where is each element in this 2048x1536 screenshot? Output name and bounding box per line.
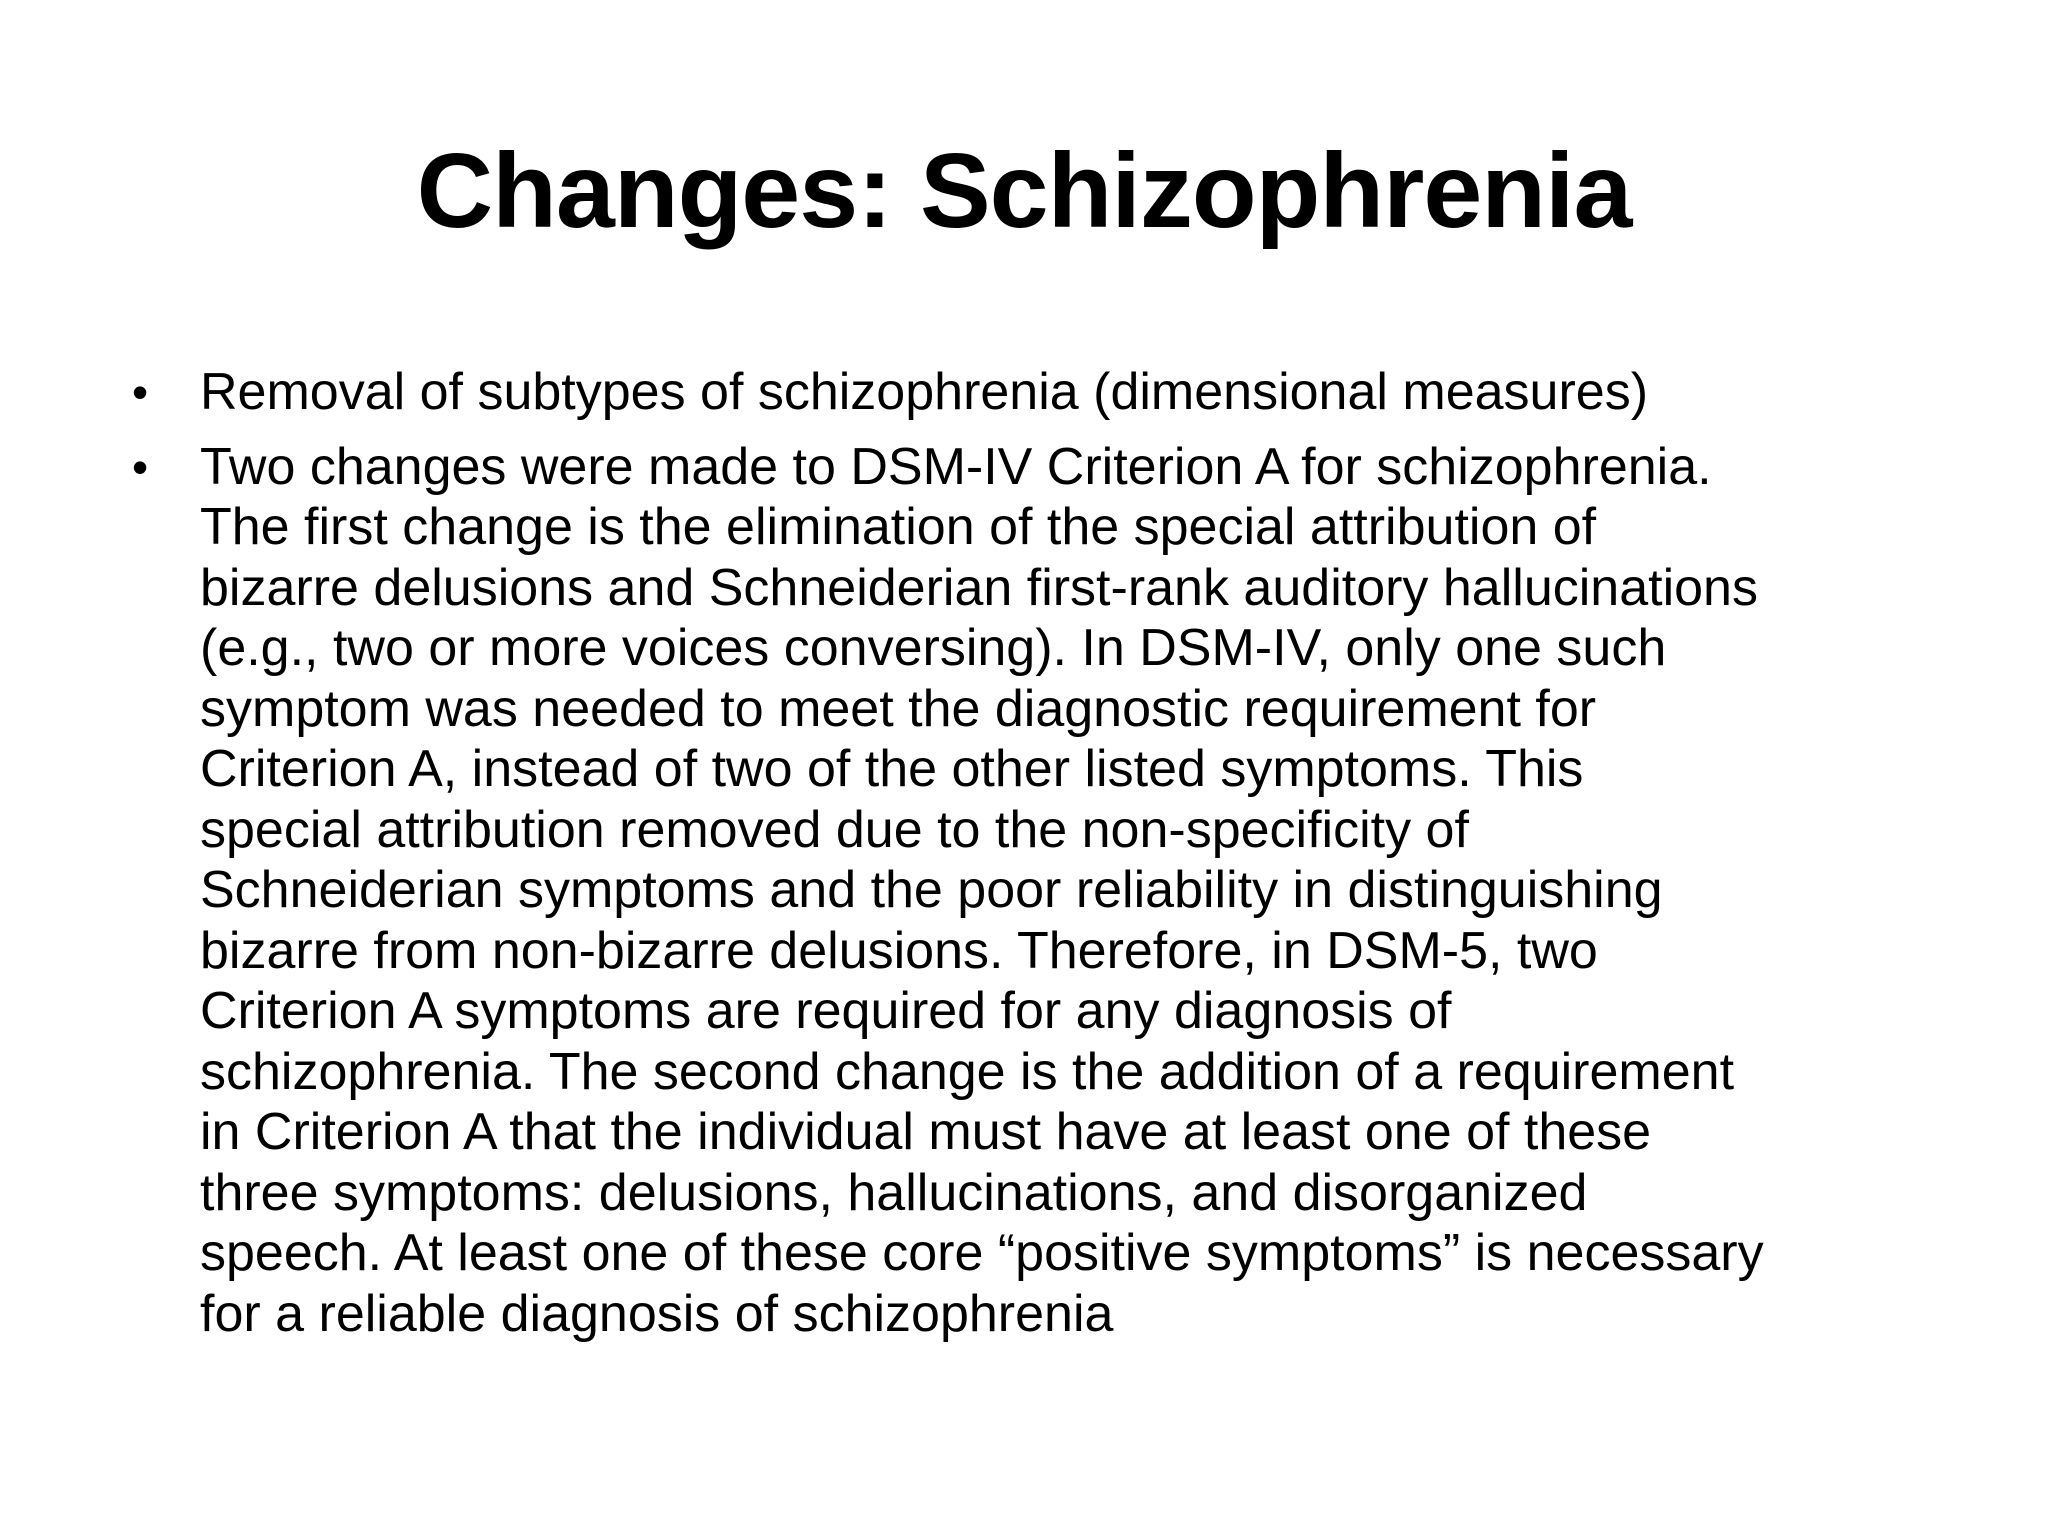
bullet-icon: •	[131, 366, 149, 418]
bullet-text-line: bizarre delusions and Schneiderian first-rank auditory hallucinations	[200, 558, 1758, 617]
bullet-text-line: in Criterion A that the individual must have at least one of these	[200, 1103, 1652, 1161]
bullet-icon: •	[131, 440, 149, 493]
bullet-text-line: for a reliable diagnosis of schizophrenia	[200, 1284, 1114, 1343]
bullet-item	[120, 437, 1970, 1345]
bullet-text-line: Criterion A, instead of two of the other listed symptoms. This	[200, 740, 1584, 798]
bullet-text-line: The first change is the elimination of the special attribution of	[200, 498, 1597, 556]
bullet-text-line: schizophrenia. The second change is the addition of a requirement	[200, 1042, 1735, 1101]
bullet-text-line: three symptoms: delusions, hallucinations, and disorganized	[200, 1163, 1588, 1222]
bullet-text-line: (e.g., two or more voices conversing). In DSM-IV, only one such	[200, 619, 1667, 677]
bullet-text-line: Schneiderian symptoms and the poor reliability in distinguishing	[200, 861, 1663, 919]
bullet-list	[120, 362, 1970, 1358]
bullet-text-line: symptom was needed to meet the diagnostic requirement for	[200, 679, 1597, 738]
bullet-text-line: Removal of subtypes of schizophrenia (dimensional measures)	[200, 363, 1649, 421]
bullet-text-line: special attribution removed due to the non-specificity of	[200, 800, 1469, 859]
bullet-text-line: speech. At least one of these core “positive symptoms” is necessary	[200, 1224, 1764, 1282]
bullet-text-line: Criterion A symptoms are required for any diagnosis of	[200, 982, 1452, 1040]
bullet-text-line: bizarre from non-bizarre delusions. Therefore, in DSM-5, two	[200, 921, 1598, 980]
bullet-text-line: Two changes were made to DSM-IV Criterion A for schizophrenia.	[200, 437, 1712, 496]
slide-title: Changes: Schizophrenia	[416, 132, 1632, 250]
bullet-item	[120, 362, 1970, 423]
